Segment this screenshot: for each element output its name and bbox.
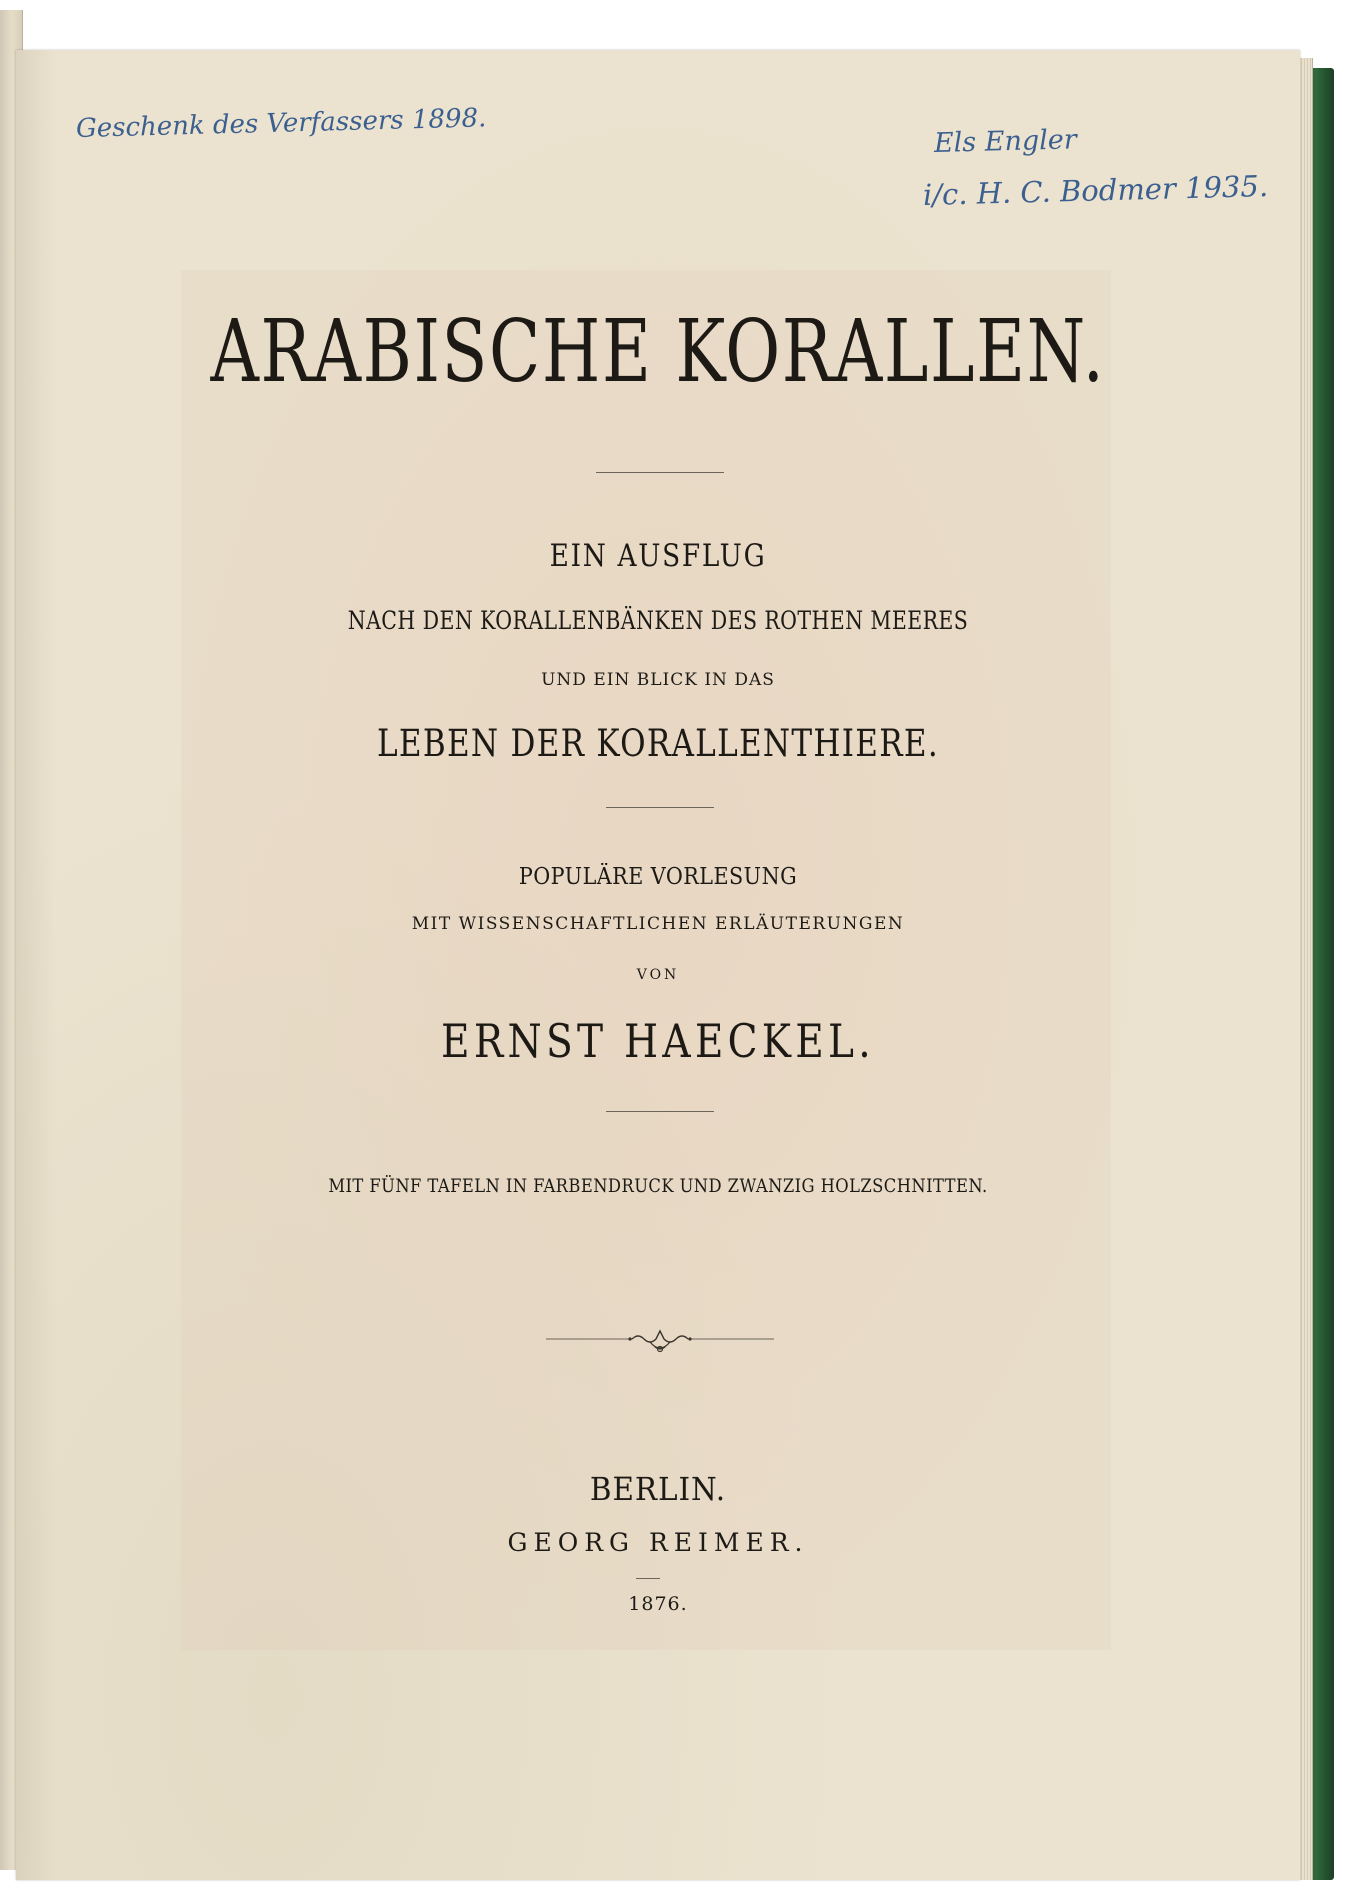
divider-rule — [606, 1111, 714, 1112]
lecture-line: POPULÄRE VORLESUNG — [518, 864, 798, 890]
publisher-name: GEORG REIMER. — [507, 1528, 809, 1557]
printers-ornament — [546, 1322, 774, 1356]
divider-rule — [606, 807, 714, 808]
title-page — [16, 50, 1300, 1880]
handwritten-dedication: Geschenk des Verfassers 1898. — [75, 103, 487, 144]
divider-rule — [596, 472, 724, 473]
plates-line: MIT FÜNF TAFELN IN FARBENDRUCK UND ZWANZIG HOLZSCHNITTEN. — [328, 1175, 988, 1197]
subtitle-line-1: EIN AUSFLUG — [549, 538, 767, 574]
handwritten-owner-note: i/c. H. C. Bodmer 1935. — [922, 168, 1269, 212]
publication-place: BERLIN. — [589, 1470, 727, 1508]
subtitle-line-4: LEBEN DER KORALLENTHIERE. — [377, 722, 939, 765]
by-line: VON — [636, 967, 680, 983]
handwritten-owner-name: Els Engler — [933, 124, 1078, 159]
lecture-subline: MIT WISSENSCHAFTLICHEN ERLÄUTERUNGEN — [411, 914, 905, 934]
short-rule — [636, 1578, 660, 1579]
author-name: ERNST HAECKEL. — [441, 1014, 875, 1068]
subtitle-line-2: NACH DEN KORALLENBÄNKEN DES ROTHEN MEERES — [347, 606, 969, 635]
printed-area-tint — [181, 270, 1111, 1650]
subtitle-line-3: UND EIN BLICK IN DAS — [541, 670, 775, 690]
main-title: ARABISCHE KORALLEN. — [210, 302, 1106, 402]
publication-year: 1876. — [628, 1593, 688, 1615]
